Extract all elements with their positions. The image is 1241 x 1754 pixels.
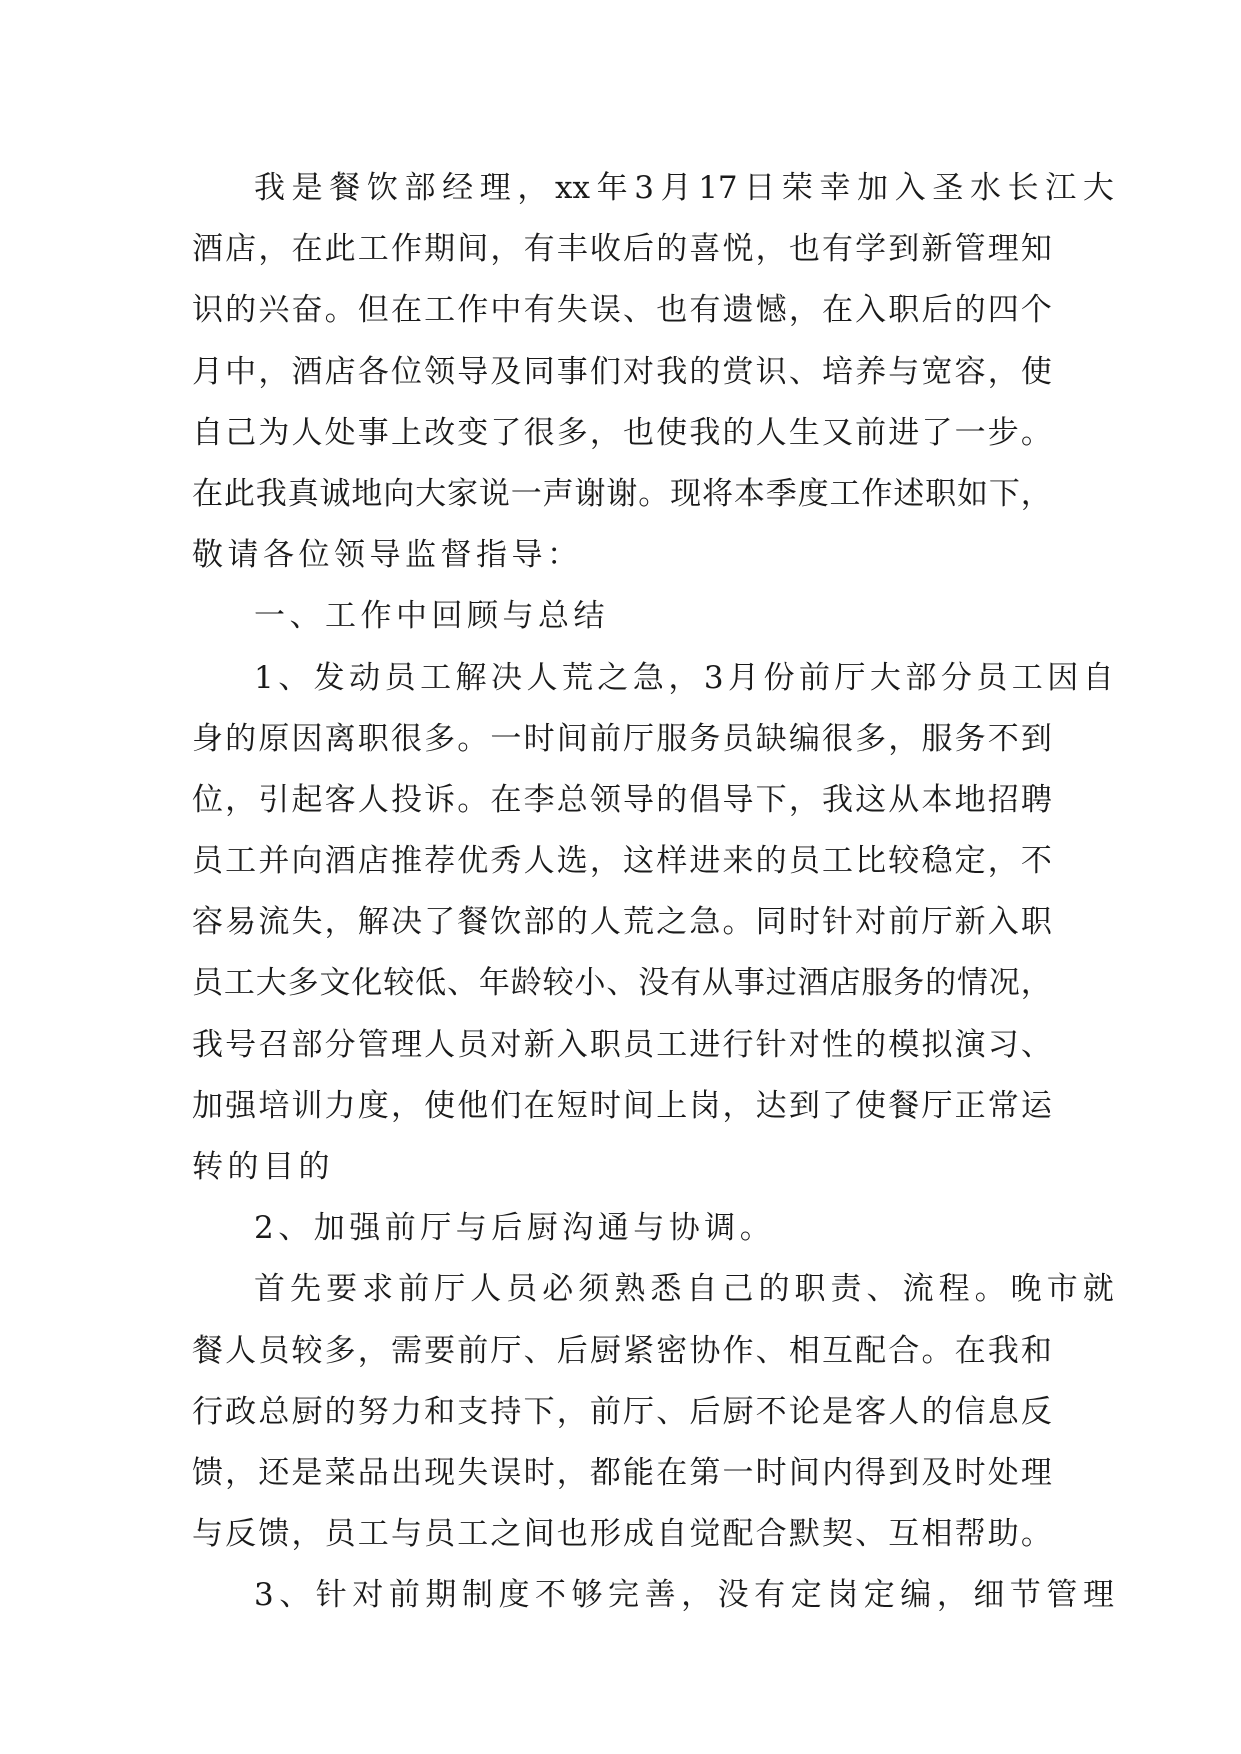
text-line: 与 反 馈 ， 员 工 与 员 工 之 间 也 形 成 自 觉 配 合 默 契 、 互 相 帮 助 。 (192, 1516, 1052, 1553)
text-line: 员 工 并 向 酒 店 推 荐 优 秀 人 选 ， 这 样 进 来 的 员 工 比 较 稳 定 ， 不 (192, 843, 1052, 880)
text-line: 员 工 大 多 文 化 较 低 、 年 龄 较 小 、 没 有 从 事 过 酒 店 服 务 的 情 况 ， (192, 965, 1052, 1002)
subheading: 2、加强前厅与后厨沟通与协调。 (254, 1210, 776, 1247)
document-body (192, 158, 1114, 1627)
text-line: 自 己 为 人 处 事 上 改 变 了 很 多 ， 也 使 我 的 人 生 又 前 进 了 一 步 。 (192, 414, 1052, 451)
text-line: 月 中 ， 酒 店 各 位 领 导 及 同 事 们 对 我 的 赏 识 、 培 养 与 宽 容 ， 使 (192, 353, 1052, 390)
section-heading: 一、工作中回顾与总结 (254, 598, 609, 635)
text-line: 转的目的 (192, 1149, 334, 1185)
text-line: 我 是 餐 饮 部 经 理 ， xx 年 3 月 17 日 荣 幸 加 入 圣 水 长 江 大 (254, 170, 1114, 206)
text-line: 容 易 流 失 ， 解 决 了 餐 饮 部 的 人 荒 之 急 。 同 时 针 对 前 厅 新 入 职 (192, 904, 1052, 941)
text-line: 在 此 我 真 诚 地 向 大 家 说 一 声 谢 谢 。 现 将 本 季 度 工 作 述 职 如 下 ， (192, 475, 1052, 512)
text-line: 馈 ， 还 是 菜 品 出 现 失 误 时 ， 都 能 在 第 一 时 间 内 得 到 及 时 处 理 (192, 1454, 1052, 1491)
text-line: 位 ， 引 起 客 人 投 诉 。 在 李 总 领 导 的 倡 导 下 ， 我 这 从 本 地 招 聘 (192, 781, 1052, 818)
text-line: 酒 店 ， 在 此 工 作 期 间 ， 有 丰 收 后 的 喜 悦 ， 也 有 学 到 新 管 理 知 (192, 231, 1052, 268)
text-line: 1 、 发 动 员 工 解 决 人 荒 之 急 ， 3 月 份 前 厅 大 部 分 员 工 因 自 (254, 659, 1114, 696)
text-line: 餐 人 员 较 多 ， 需 要 前 厅 、 后 厨 紧 密 协 作 、 相 互 配 合 。 在 我 和 (192, 1332, 1052, 1369)
text-line: 身 的 原 因 离 职 很 多 。 一 时 间 前 厅 服 务 员 缺 编 很 多 ， 服 务 不 到 (192, 720, 1052, 757)
text-line: 识 的 兴 奋 。 但 在 工 作 中 有 失 误 、 也 有 遗 憾 ， 在 入 职 后 的 四 个 (192, 292, 1052, 329)
text-line: 加 强 培 训 力 度 ， 使 他 们 在 短 时 间 上 岗 ， 达 到 了 使 餐 厅 正 常 运 (192, 1087, 1052, 1124)
text-line: 敬请各位领导监督指导： (192, 537, 583, 574)
text-line: 3 、 针 对 前 期 制 度 不 够 完 善 ， 没 有 定 岗 定 编 ， 细 节 管 理 (254, 1577, 1114, 1614)
text-line: 首 先 要 求 前 厅 人 员 必 须 熟 悉 自 己 的 职 责 、 流 程 。 晚 市 就 (254, 1271, 1114, 1308)
text-line: 行 政 总 厨 的 努 力 和 支 持 下 ， 前 厅 、 后 厨 不 论 是 客 人 的 信 息 反 (192, 1393, 1052, 1430)
text-line: 我 号 召 部 分 管 理 人 员 对 新 入 职 员 工 进 行 针 对 性 的 模 拟 演 习 、 (192, 1026, 1052, 1063)
